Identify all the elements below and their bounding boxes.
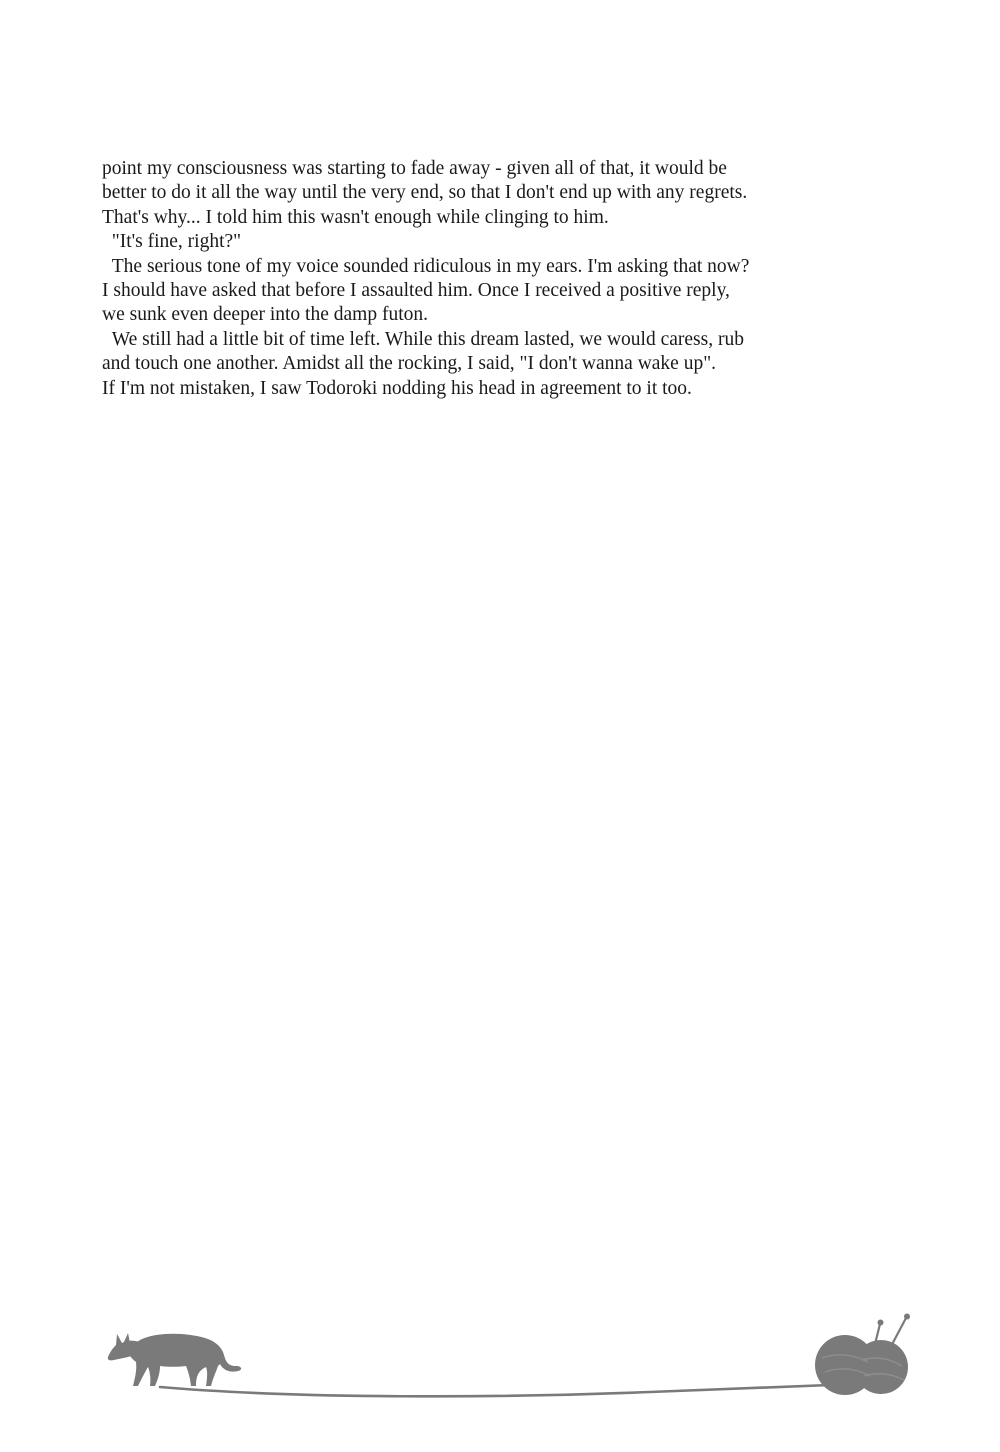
text-line: "It's fine, right?" [102, 231, 242, 253]
text-line: we sunk even deeper into the damp futon. [102, 304, 428, 326]
text-line: We still had a little bit of time left. While this dream lasted, we would caress, rub [102, 328, 744, 350]
yarn-balls-icon [815, 1314, 910, 1396]
text-line: better to do it all the way until the very end, so that I don't end up with any regrets. [102, 182, 748, 204]
text-line: point my consciousness was starting to fade away - given all of that, it would be [102, 158, 727, 179]
cat-silhouette-icon [108, 1333, 241, 1386]
text-line: I should have asked that before I assaulted him. Once I received a positive reply, [102, 280, 730, 302]
footer-decoration [0, 1300, 1000, 1420]
yarn-thread [160, 1385, 830, 1396]
text-line: The serious tone of my voice sounded ridiculous in my ears. I'm asking that now? [102, 255, 750, 277]
text-line: If I'm not mistaken, I saw Todoroki nodding his head in agreement to it too. [102, 377, 692, 399]
text-line: and touch one another. Amidst all the rocking, I said, "I don't wanna wake up". [102, 353, 717, 375]
body-text [102, 157, 882, 401]
text-line: That's why... I told him this wasn't enough while clinging to him. [102, 206, 609, 228]
